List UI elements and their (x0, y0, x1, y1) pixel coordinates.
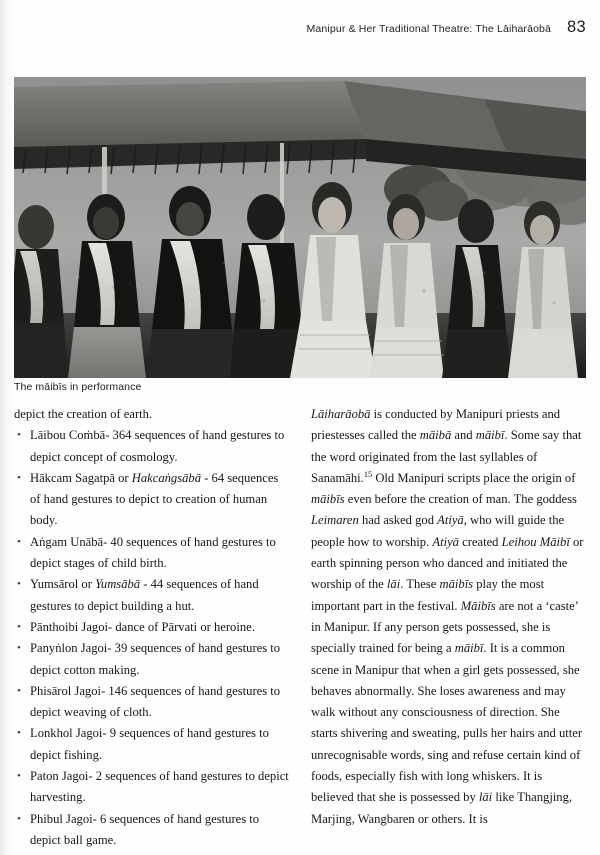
italic-term: Māibīs (460, 598, 496, 613)
italic-term: Atiyā (437, 513, 464, 528)
text-run: Phisārol Jagoi- 146 sequences of hand gestures to depict weaving of cloth. (30, 683, 281, 720)
page-number: 83 (567, 18, 586, 36)
text-run: Paton Jagoi- 2 sequences of hand gestures to depict harvesting. (30, 769, 289, 805)
running-head-title: Manipur & Her Traditional Theatre: The Lāiharāobā (306, 23, 552, 35)
text-run: had asked god (358, 513, 438, 528)
body-columns (14, 404, 586, 851)
text-run: is conducted by Manipuri priests and priestesses called the (311, 407, 561, 443)
list-item (14, 532, 289, 575)
text-run: . These (400, 577, 440, 592)
continuation-line: depict the creation of earth. (14, 407, 153, 421)
text-run: Pānthoibi Jagoi- dance of Pārvati or heroine. (30, 619, 255, 634)
list-item (14, 425, 289, 468)
text-run: . Some say that the word originated from the last syllables of Sanamāhi. (311, 428, 582, 485)
list-item (14, 468, 289, 532)
text-run: Old Manipuri scripts place the origin of (372, 470, 576, 485)
text-run: like Thangjing, Marjing, Wangbaren or others. It is (311, 790, 573, 826)
figure-maibis-in-performance (14, 77, 586, 378)
text-run: even before the creation of man. The goddess (344, 492, 577, 507)
text-run: , who will guide the people how to worship. (311, 513, 565, 549)
text-run: - 44 sequences of hand gestures to depict building a hut. (30, 577, 259, 613)
figure-caption: The māibīs in performance (14, 381, 142, 393)
text-run: Panyṅlon Jagoi- 39 sequences of hand gestures to depict cotton making. (30, 641, 281, 677)
list-item (14, 723, 289, 766)
list-item (14, 638, 289, 681)
text-run: Phibul Jagoi- 6 sequences of hand gestures to depict ball game. (30, 811, 260, 847)
text-run: created (458, 534, 502, 549)
text-run: or earth spinning person who danced and initiated the worship of the (311, 534, 584, 592)
italic-term: māibīs (311, 492, 345, 507)
italic-term: Lāiharāobā (311, 407, 371, 421)
text-run: . It is a common scene in Manipur that when a girl gets possessed, she behaves abnormally. She loses awareness and may walk without any consciousness of direction. She starts shivering and sweating, pulls her hairs and utter unrecognisable words, sing and refuse certain kind of foods, especially fish with long whiskers. It is believed that she is possessed by (311, 641, 583, 805)
page-gutter-shadow (0, 0, 14, 855)
right-column (311, 404, 586, 851)
italic-term: Leihou Māibī (501, 534, 570, 549)
running-head (307, 18, 586, 37)
left-column (14, 404, 289, 851)
italic-term: māibīs (439, 577, 474, 592)
list-item (14, 574, 289, 617)
text-run: - 64 sequences of hand gestures to depict to creation of human body. (30, 470, 279, 528)
italic-term: Atiyā (432, 534, 459, 549)
text-run: Aṅgam Unābā- 40 sequences of hand gestures to depict stages of child birth. (30, 534, 276, 571)
text-run: Lāibou Coṁbā- 364 sequences of hand gestures to depict concept of cosmology. (30, 428, 285, 464)
list-item (14, 766, 289, 809)
text-run: Lonkhol Jagoi- 9 sequences of hand gestures to depict fishing. (30, 726, 269, 762)
italic-term: Leimaren (311, 513, 359, 528)
italic-term: lāi (478, 790, 493, 805)
list-item (14, 809, 289, 852)
text-run: Yumsārol or (30, 577, 96, 592)
italic-term: lāi (386, 577, 401, 592)
hand-gesture-list (14, 425, 289, 851)
list-item (14, 681, 289, 724)
list-item (14, 617, 289, 638)
footnote-marker: 15 (363, 469, 373, 479)
text-run: play the most important part in the festival. (311, 577, 545, 613)
italic-term: Hakcaṅgsābā (131, 470, 202, 485)
italic-term: Yumsābā (95, 577, 141, 592)
italic-term: māibī (475, 428, 505, 443)
laiharaoba-paragraph (311, 404, 586, 830)
italic-term: māibī (454, 641, 484, 656)
text-run: are not a ‘caste’ in Manipur. If any person gets possessed, she is specially trained for being a (311, 598, 578, 656)
photograph (14, 77, 586, 378)
text-run: and (451, 428, 476, 443)
text-run: Hākcam Sagatpā or (30, 470, 132, 485)
italic-term: māibā (419, 428, 452, 443)
